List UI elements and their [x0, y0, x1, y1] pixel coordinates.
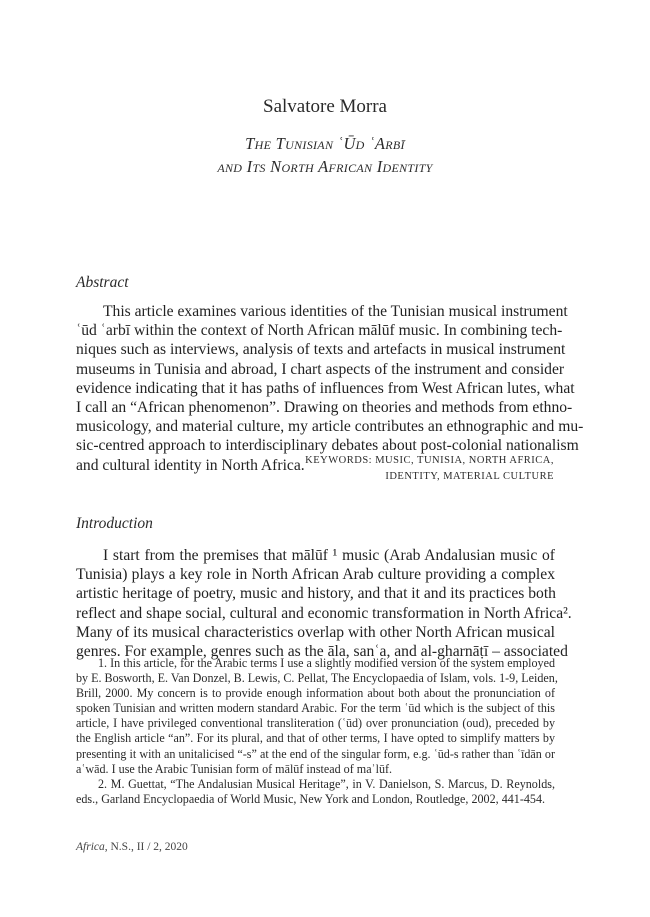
abstract-line: sic-centred approach to interdisciplinary debates about post-colonial nationalism — [76, 437, 579, 455]
title-text-2: and Its North African Identity — [217, 157, 433, 176]
footnote-line: the English article “an”. For its plural, and that of other terms, I have opted to simplify matters by — [76, 731, 555, 746]
intro-line: Tunisia) plays a key role in North African Arab culture providing a complex — [76, 566, 555, 584]
keywords-line-2: IDENTITY, MATERIAL CULTURE — [385, 471, 554, 482]
page-folio — [76, 841, 188, 853]
intro-line: artistic heritage of poetry, music and history, and that it and its practices both — [76, 585, 556, 603]
footnote-line: eds., Garland Encyclopaedia of World Music, New York and London, Routledge, 2002, 441-454. — [76, 791, 546, 806]
introduction-body — [76, 546, 572, 661]
abstract-line: musicology, and material culture, my article contributes an ethnographic and mu- — [76, 418, 584, 436]
intro-line: reflect and shape social, cultural and economic transformation in North Africa². — [76, 604, 572, 622]
abstract-line: This article examines various identities of the Tunisian musical instrument — [103, 303, 568, 320]
abstract-line: niques such as interviews, analysis of texts and artefacts in musical instrument — [76, 341, 566, 359]
footnote-line: 2. M. Guettat, “The Andalusian Musical Heritage”, in V. Danielson, S. Marcus, D. Reynolds, — [98, 776, 555, 791]
article-title-line-1 — [0, 134, 650, 154]
abstract-line: ʿūd ʿarbī within the context of North African mālūf music. In combining tech- — [76, 322, 563, 340]
abstract-line: and cultural identity in North Africa. — [76, 456, 305, 474]
abstract-heading: Abstract — [76, 274, 129, 291]
footnotes — [76, 656, 558, 807]
abstract-line: evidence indicating that it has paths of influences from West African lutes, what — [76, 379, 575, 397]
footnote-line: Brill, 2000. My concern is to provide enough information about both about the pronunciation of — [76, 686, 555, 701]
footnote-line: aʿwād. I use the Arabic Tunisian form of mālūf instead of maʾlūf. — [76, 761, 393, 776]
footnote-line: by E. Bosworth, E. Van Donzel, B. Lewis, C. Pellat, The Encyclopaedia of Islam, vols. 1-9, Leiden, — [76, 671, 558, 686]
footnote-line: presenting it with an unitalicised “-s” at the end of the singular form, e.g. ʿūd-s rather than ʿīdān or — [76, 746, 555, 761]
intro-line: Many of its musical characteristics overlap with other North African musical — [76, 623, 555, 641]
footnote-line: spoken Tunisian and written modern standard Arabic. For the term ʿūd which is the subject of this — [76, 701, 555, 716]
intro-line: I start from the premises that mālūf ¹ music (Arab Andalusian music of — [103, 547, 555, 564]
author-name: Salvatore Morra — [263, 96, 387, 117]
journal-name: Africa — [76, 841, 105, 853]
issue-info: , N.S., II / 2, 2020 — [104, 841, 188, 853]
abstract-line: museums in Tunisia and abroad, I chart aspects of the instrument and consider — [76, 360, 565, 378]
keywords-line-1: KEYWORDS: MUSIC, TUNISIA, NORTH AFRICA, — [305, 455, 554, 466]
footnote-line: article, I have privileged conventional transliteration (ʿūd) over pronunciation (oud), preceded by — [76, 716, 555, 731]
article-title-line-2 — [0, 157, 650, 177]
intro-line: genres. For example, genres such as the āla, sanʿa, and al-gharnāṭī – associated — [76, 642, 568, 660]
footnote-line: 1. In this article, for the Arabic terms I use a slightly modified version of the system employed — [98, 656, 555, 670]
title-text-1: The Tunisian ʿŪd ʿArbī — [245, 134, 405, 153]
introduction-heading: Introduction — [76, 515, 153, 532]
abstract-line: I call an “African phenomenon”. Drawing on theories and methods from ethno- — [76, 398, 573, 416]
abstract-body — [76, 302, 584, 475]
